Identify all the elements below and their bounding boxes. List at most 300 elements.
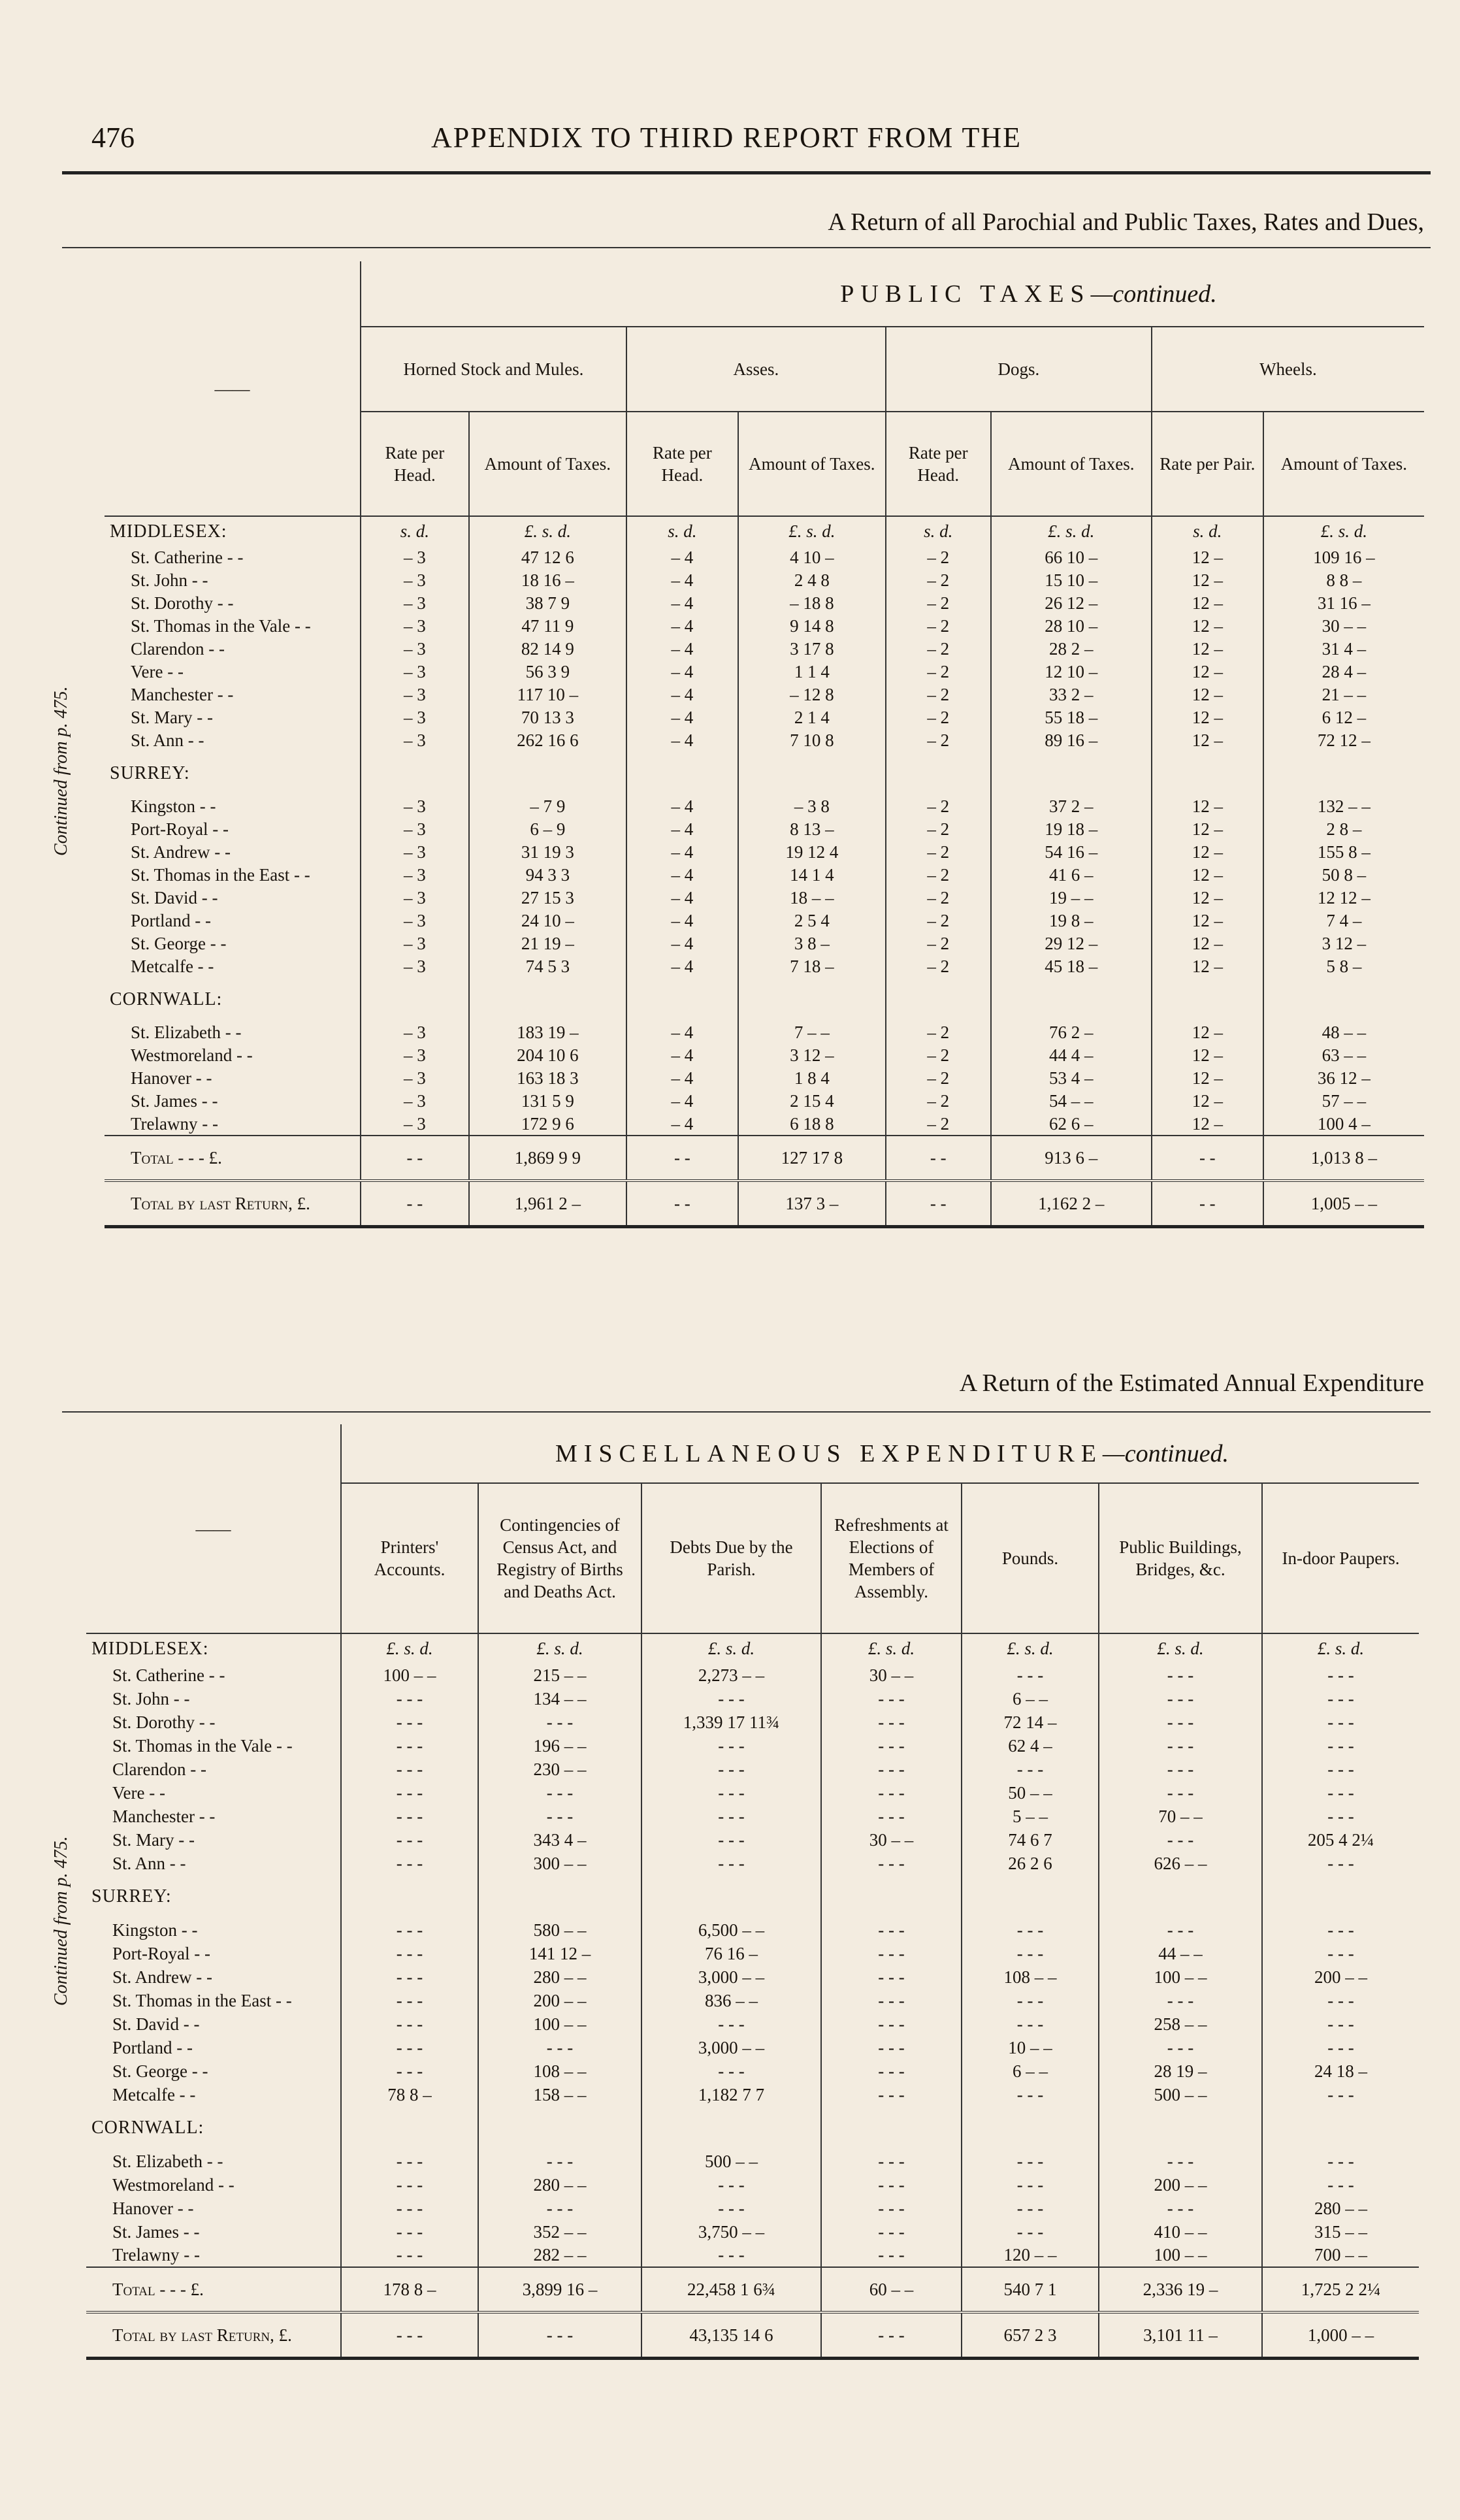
- region-spacer: [641, 1875, 821, 1918]
- table-cell: 72 12 –: [1263, 729, 1424, 752]
- table-cell: - - -: [478, 1781, 641, 1805]
- table-cell: – 3: [361, 909, 469, 932]
- column-header: Contingencies of Census Act, and Registry of Births and Deaths Act.: [478, 1483, 641, 1633]
- table-cell: 12 –: [1152, 1067, 1263, 1090]
- parish-name: Trelawny - -: [112, 2245, 200, 2265]
- region-spacer: [1263, 978, 1424, 1021]
- parish-name: St. John - -: [112, 1688, 190, 1709]
- table-cell: – 3: [361, 841, 469, 864]
- column-header: Rate per Head.: [886, 412, 991, 516]
- table-cell: - - -: [1262, 1918, 1419, 1942]
- table-cell: - - -: [641, 2244, 821, 2267]
- table-cell: – 4: [626, 795, 738, 818]
- table-cell: - - -: [821, 2244, 962, 2267]
- table-cell: 12 –: [1152, 615, 1263, 638]
- table-cell: 21 – –: [1263, 683, 1424, 706]
- table-cell: 158 – –: [478, 2083, 641, 2106]
- table-cell: – 4: [626, 569, 738, 592]
- table-cell: - - -: [341, 1758, 478, 1781]
- table-cell: 7 4 –: [1263, 909, 1424, 932]
- table-row: [86, 1989, 1419, 2012]
- table-cell: – 4: [626, 729, 738, 752]
- region-row: [105, 752, 1424, 795]
- unit-label: s. d.: [886, 516, 991, 546]
- table-cell: 38 7 9: [469, 592, 626, 615]
- table-cell: 30 – –: [1263, 615, 1424, 638]
- table-cell: – 4: [626, 932, 738, 955]
- region-spacer: [886, 978, 991, 1021]
- table-row: [105, 661, 1424, 683]
- table-row: [105, 955, 1424, 978]
- region-spacer: [626, 752, 738, 795]
- region-spacer: [738, 752, 886, 795]
- section-title: MISCELLANEOUS EXPENDITURE—continued.: [341, 1424, 1419, 1483]
- table-cell: 15 10 –: [991, 569, 1152, 592]
- table-cell: 76 16 –: [641, 1942, 821, 1965]
- table-cell: - - -: [821, 1758, 962, 1781]
- table-cell: - - -: [962, 1758, 1099, 1781]
- table-cell: 108 – –: [962, 1965, 1099, 1989]
- table-cell: 74 5 3: [469, 955, 626, 978]
- table-cell: - - -: [962, 2012, 1099, 2036]
- table-cell: 6 12 –: [1263, 706, 1424, 729]
- region-spacer: [469, 752, 626, 795]
- page-number: 476: [91, 122, 135, 154]
- total-row: [86, 2267, 1419, 2312]
- column-header: Refreshments at Elections of Members of Assembly.: [821, 1483, 962, 1633]
- table-cell: 12 –: [1152, 1021, 1263, 1044]
- table-cell: 70 13 3: [469, 706, 626, 729]
- total-cell: 3,899 16 –: [478, 2267, 641, 2312]
- table-cell: 315 – –: [1262, 2220, 1419, 2244]
- parish-name: St. George - -: [112, 2061, 208, 2081]
- table-cell: 626 – –: [1099, 1852, 1262, 1875]
- table-cell: 24 10 –: [469, 909, 626, 932]
- table-cell: 31 19 3: [469, 841, 626, 864]
- last-return-cell: 43,135 14 6: [641, 2312, 821, 2359]
- unit-label: £. s. d.: [641, 1633, 821, 1663]
- table-cell: - - -: [821, 1918, 962, 1942]
- table-cell: 62 6 –: [991, 1113, 1152, 1136]
- table-cell: - - -: [341, 1734, 478, 1758]
- table-row: [86, 1828, 1419, 1852]
- table-cell: - - -: [478, 2036, 641, 2059]
- region-spacer: [361, 752, 469, 795]
- table-cell: - - -: [478, 1805, 641, 1828]
- table-row: [86, 2244, 1419, 2267]
- table-cell: 3 12 –: [1263, 932, 1424, 955]
- table-cell: 89 16 –: [991, 729, 1152, 752]
- table-cell: - - -: [641, 2197, 821, 2220]
- table-row: [105, 932, 1424, 955]
- table-cell: - - -: [1262, 1989, 1419, 2012]
- region-spacer: [478, 1875, 641, 1918]
- table-cell: - - -: [1262, 1663, 1419, 1687]
- table-cell: 100 – –: [1099, 1965, 1262, 1989]
- table-cell: - - -: [1099, 1918, 1262, 1942]
- table-cell: – 3: [361, 887, 469, 909]
- table-cell: 78 8 –: [341, 2083, 478, 2106]
- table-row: [105, 546, 1424, 569]
- table-cell: - - -: [641, 1758, 821, 1781]
- parish-name: St. Thomas in the Vale - -: [131, 616, 311, 636]
- table-cell: - - -: [478, 2150, 641, 2173]
- parish-name: St. Andrew - -: [112, 1967, 212, 1987]
- parish-name: St. Elizabeth - -: [131, 1023, 242, 1042]
- table-cell: - - -: [1099, 1663, 1262, 1687]
- table-row: [105, 638, 1424, 661]
- last-return-cell: - - -: [821, 2312, 962, 2359]
- table-cell: - - -: [1262, 2150, 1419, 2173]
- table-cell: – 2: [886, 1044, 991, 1067]
- table-cell: - - -: [641, 1781, 821, 1805]
- table-cell: 14 1 4: [738, 864, 886, 887]
- table-cell: – 2: [886, 1113, 991, 1136]
- table-cell: 836 – –: [641, 1989, 821, 2012]
- last-return-cell: 657 2 3: [962, 2312, 1099, 2359]
- table-cell: – 4: [626, 909, 738, 932]
- parish-name: St. David - -: [112, 2014, 200, 2034]
- table-cell: - - -: [1099, 1781, 1262, 1805]
- last-return-row: [105, 1181, 1424, 1227]
- parish-name: St. Dorothy - -: [131, 593, 234, 613]
- table-cell: 2 4 8: [738, 569, 886, 592]
- table-row: [105, 569, 1424, 592]
- table-cell: – 2: [886, 661, 991, 683]
- table-cell: - - -: [962, 1989, 1099, 2012]
- table-cell: - - -: [821, 1852, 962, 1875]
- table-cell: 6,500 – –: [641, 1918, 821, 1942]
- unit-label: £. s. d.: [1262, 1633, 1419, 1663]
- table-cell: 200 – –: [1099, 2173, 1262, 2197]
- region-spacer: [886, 752, 991, 795]
- table-row: [105, 592, 1424, 615]
- table-row: [86, 2012, 1419, 2036]
- table-cell: 19 12 4: [738, 841, 886, 864]
- table-cell: - - -: [821, 1989, 962, 2012]
- parish-name: Metcalfe - -: [131, 957, 214, 976]
- table-cell: – 2: [886, 864, 991, 887]
- table-cell: – 2: [886, 818, 991, 841]
- region-spacer: [1262, 2106, 1419, 2150]
- table-cell: - - -: [1099, 2197, 1262, 2220]
- table-cell: – 3: [361, 864, 469, 887]
- table-cell: 5 8 –: [1263, 955, 1424, 978]
- table-cell: – 2: [886, 683, 991, 706]
- parish-name: Manchester - -: [131, 685, 234, 704]
- table-cell: - - -: [821, 2036, 962, 2059]
- parish-name: St. Catherine - -: [112, 1665, 225, 1685]
- table-cell: 3,000 – –: [641, 2036, 821, 2059]
- table-cell: – 2: [886, 592, 991, 615]
- table-cell: 172 9 6: [469, 1113, 626, 1136]
- table-cell: 410 – –: [1099, 2220, 1262, 2244]
- table-cell: 2 5 4: [738, 909, 886, 932]
- table-cell: - - -: [341, 1942, 478, 1965]
- table-cell: – 4: [626, 1067, 738, 1090]
- table-cell: 134 – –: [478, 1687, 641, 1710]
- table-cell: – 3: [361, 729, 469, 752]
- column-header: Rate per Head.: [361, 412, 469, 516]
- table-cell: 12 12 –: [1263, 887, 1424, 909]
- table-cell: 48 – –: [1263, 1021, 1424, 1044]
- last-return-row: [86, 2312, 1419, 2359]
- table-cell: 3 8 –: [738, 932, 886, 955]
- table-cell: – 12 8: [738, 683, 886, 706]
- table-cell: - - -: [341, 1805, 478, 1828]
- table-row: [105, 1067, 1424, 1090]
- unit-label: £. s. d.: [341, 1633, 478, 1663]
- table-cell: – 3: [361, 706, 469, 729]
- table-cell: - - -: [1262, 1781, 1419, 1805]
- region-spacer: [641, 2106, 821, 2150]
- region-spacer: [738, 978, 886, 1021]
- parish-name: Clarendon - -: [131, 639, 225, 659]
- table-cell: – 3: [361, 1113, 469, 1136]
- table-cell: – 2: [886, 615, 991, 638]
- region-spacer: [821, 1875, 962, 1918]
- parish-name: St. Mary - -: [131, 708, 213, 727]
- table-cell: - - -: [1099, 2150, 1262, 2173]
- unit-label: £. s. d.: [478, 1633, 641, 1663]
- table-cell: 21 19 –: [469, 932, 626, 955]
- total-cell: 2,336 19 –: [1099, 2267, 1262, 2312]
- table-cell: 163 18 3: [469, 1067, 626, 1090]
- table-cell: - - -: [1262, 1734, 1419, 1758]
- region-spacer: [626, 978, 738, 1021]
- parish-name: Hanover - -: [112, 2198, 194, 2218]
- column-header: Rate per Head.: [626, 412, 738, 516]
- table-cell: - - -: [341, 1918, 478, 1942]
- table-cell: 6 – –: [962, 2059, 1099, 2083]
- table-row: [105, 706, 1424, 729]
- region-row: [105, 516, 1424, 546]
- table-cell: - - -: [1262, 2012, 1419, 2036]
- table-cell: 3 17 8: [738, 638, 886, 661]
- region-row: [86, 2106, 1419, 2150]
- table-cell: 50 – –: [962, 1781, 1099, 1805]
- table-cell: 12 –: [1152, 841, 1263, 864]
- header-rule: [62, 171, 1431, 174]
- table-cell: – 2: [886, 955, 991, 978]
- parish-name: St. James - -: [112, 2221, 200, 2242]
- table-cell: - - -: [821, 1805, 962, 1828]
- parish-name: St. Mary - -: [112, 1829, 195, 1850]
- parish-name: Westmoreland - -: [112, 2174, 235, 2195]
- table-row: [86, 1965, 1419, 1989]
- parish-name: St. Elizabeth - -: [112, 2151, 223, 2171]
- table-cell: – 4: [626, 1021, 738, 1044]
- table-cell: - - -: [341, 2059, 478, 2083]
- table-cell: 12 –: [1152, 932, 1263, 955]
- table-cell: – 3: [361, 932, 469, 955]
- table-cell: 200 – –: [478, 1989, 641, 2012]
- table-cell: 10 – –: [962, 2036, 1099, 2059]
- parish-name: Port-Royal - -: [131, 819, 229, 839]
- table-cell: - - -: [1262, 1758, 1419, 1781]
- table-cell: - - -: [962, 1663, 1099, 1687]
- table-cell: 28 19 –: [1099, 2059, 1262, 2083]
- total-cell: 178 8 –: [341, 2267, 478, 2312]
- table-row: [105, 615, 1424, 638]
- table-cell: 8 13 –: [738, 818, 886, 841]
- stub-header: ——: [86, 1424, 341, 1633]
- region-spacer: [478, 2106, 641, 2150]
- table-row: [105, 1044, 1424, 1067]
- total-row: [105, 1136, 1424, 1181]
- table-cell: 12 –: [1152, 546, 1263, 569]
- table-cell: - - -: [341, 1781, 478, 1805]
- table-cell: - - -: [821, 2150, 962, 2173]
- table-cell: - - -: [341, 2173, 478, 2197]
- table-cell: 280 – –: [1262, 2197, 1419, 2220]
- table-cell: 50 8 –: [1263, 864, 1424, 887]
- region-spacer: [1263, 752, 1424, 795]
- table-cell: 100 – –: [341, 1663, 478, 1687]
- table-cell: 700 – –: [1262, 2244, 1419, 2267]
- table-cell: 12 –: [1152, 1044, 1263, 1067]
- table-row: [86, 1852, 1419, 1875]
- region-spacer: [991, 752, 1152, 795]
- table-cell: 54 16 –: [991, 841, 1152, 864]
- column-header: Printers' Accounts.: [341, 1483, 478, 1633]
- table-cell: - - -: [821, 2173, 962, 2197]
- table-row: [86, 1805, 1419, 1828]
- region-spacer: [469, 978, 626, 1021]
- table-cell: 31 16 –: [1263, 592, 1424, 615]
- table-cell: 500 – –: [1099, 2083, 1262, 2106]
- table1-top-rule: [62, 247, 1431, 248]
- table-cell: – 3: [361, 569, 469, 592]
- table-cell: - - -: [341, 2036, 478, 2059]
- table-cell: - - -: [821, 2059, 962, 2083]
- table-cell: - - -: [962, 2083, 1099, 2106]
- table-cell: – 4: [626, 638, 738, 661]
- table-cell: - - -: [341, 2150, 478, 2173]
- unit-label: s. d.: [361, 516, 469, 546]
- parish-name: Kingston - -: [112, 1920, 198, 1940]
- table-cell: – 3: [361, 818, 469, 841]
- last-return-cell: - - -: [478, 2312, 641, 2359]
- table-cell: - - -: [341, 1828, 478, 1852]
- table-row: [86, 1758, 1419, 1781]
- table-cell: – 3: [361, 1044, 469, 1067]
- table-row: [86, 1734, 1419, 1758]
- parish-name: St. James - -: [131, 1091, 218, 1111]
- parish-name: Portland - -: [131, 911, 211, 930]
- table-row: [86, 2083, 1419, 2106]
- table-cell: 33 2 –: [991, 683, 1152, 706]
- table-cell: - - -: [641, 2173, 821, 2197]
- column-header: Amount of Taxes.: [991, 412, 1152, 516]
- total-cell: - -: [886, 1136, 991, 1181]
- table-cell: 94 3 3: [469, 864, 626, 887]
- table-cell: 30 – –: [821, 1663, 962, 1687]
- table-cell: 8 8 –: [1263, 569, 1424, 592]
- table-cell: 352 – –: [478, 2220, 641, 2244]
- side-note-2: Continued from p. 475.: [51, 1836, 71, 2006]
- parish-name: St. Thomas in the East - -: [112, 1990, 292, 2010]
- region-name: CORNWALL:: [91, 2118, 204, 2138]
- column-header: Rate per Pair.: [1152, 412, 1263, 516]
- table-cell: 4 10 –: [738, 546, 886, 569]
- parish-name: Vere - -: [112, 1782, 165, 1803]
- table-cell: 183 19 –: [469, 1021, 626, 1044]
- table-cell: 28 2 –: [991, 638, 1152, 661]
- region-spacer: [991, 978, 1152, 1021]
- parish-name: St. George - -: [131, 934, 227, 953]
- table-cell: 6 – 9: [469, 818, 626, 841]
- table-cell: – 3: [361, 683, 469, 706]
- table-cell: - - -: [1262, 1687, 1419, 1710]
- table-row: [86, 2059, 1419, 2083]
- miscellaneous-expenditure-table: [86, 1424, 1419, 2360]
- last-return-cell: - - -: [341, 2312, 478, 2359]
- table-cell: 7 10 8: [738, 729, 886, 752]
- table-cell: 204 10 6: [469, 1044, 626, 1067]
- table-cell: 215 – –: [478, 1663, 641, 1687]
- table-cell: 1,339 17 11¾: [641, 1710, 821, 1734]
- parish-name: St. Thomas in the East - -: [131, 865, 310, 885]
- table-cell: – 2: [886, 638, 991, 661]
- table-cell: – 4: [626, 1090, 738, 1113]
- total-cell: - -: [1152, 1136, 1263, 1181]
- table-cell: - - -: [821, 2083, 962, 2106]
- table-cell: - - -: [1099, 1828, 1262, 1852]
- table-cell: – 3: [361, 795, 469, 818]
- group-header: Asses.: [626, 327, 886, 412]
- table-row: [86, 1918, 1419, 1942]
- table-cell: – 2: [886, 729, 991, 752]
- table-cell: - - -: [341, 2220, 478, 2244]
- table-cell: - - -: [1262, 2173, 1419, 2197]
- running-head: APPENDIX TO THIRD REPORT FROM THE: [431, 122, 1022, 154]
- table-cell: - - -: [478, 2197, 641, 2220]
- section-title: PUBLIC TAXES—continued.: [361, 261, 1424, 327]
- table-cell: 47 11 9: [469, 615, 626, 638]
- parish-name: St. Thomas in the Vale - -: [112, 1735, 293, 1756]
- table-cell: - - -: [1262, 1805, 1419, 1828]
- last-return-cell: - -: [886, 1181, 991, 1227]
- total-cell: 913 6 –: [991, 1136, 1152, 1181]
- table-cell: - - -: [1262, 1942, 1419, 1965]
- table-row: [105, 795, 1424, 818]
- table-cell: 45 18 –: [991, 955, 1152, 978]
- group-header: Dogs.: [886, 327, 1152, 412]
- table-cell: – 4: [626, 683, 738, 706]
- table-cell: - - -: [1099, 2036, 1262, 2059]
- table-cell: - - -: [1099, 1710, 1262, 1734]
- stub-header: ——: [105, 261, 361, 516]
- table2-intro: A Return of the Estimated Annual Expenditure: [959, 1369, 1424, 1397]
- total-cell: 60 – –: [821, 2267, 962, 2312]
- table-row: [86, 1942, 1419, 1965]
- table-cell: 62 4 –: [962, 1734, 1099, 1758]
- region-spacer: [1262, 1875, 1419, 1918]
- table-cell: 19 – –: [991, 887, 1152, 909]
- table-cell: 196 – –: [478, 1734, 641, 1758]
- region-spacer: [1099, 2106, 1262, 2150]
- table-cell: 9 14 8: [738, 615, 886, 638]
- table-row: [105, 841, 1424, 864]
- last-return-cell: - -: [626, 1181, 738, 1227]
- table-row: [86, 1663, 1419, 1687]
- table-cell: - - -: [341, 1710, 478, 1734]
- table-cell: – 3: [361, 661, 469, 683]
- table-cell: - - -: [962, 2220, 1099, 2244]
- table-cell: 3 12 –: [738, 1044, 886, 1067]
- total-cell: 540 7 1: [962, 2267, 1099, 2312]
